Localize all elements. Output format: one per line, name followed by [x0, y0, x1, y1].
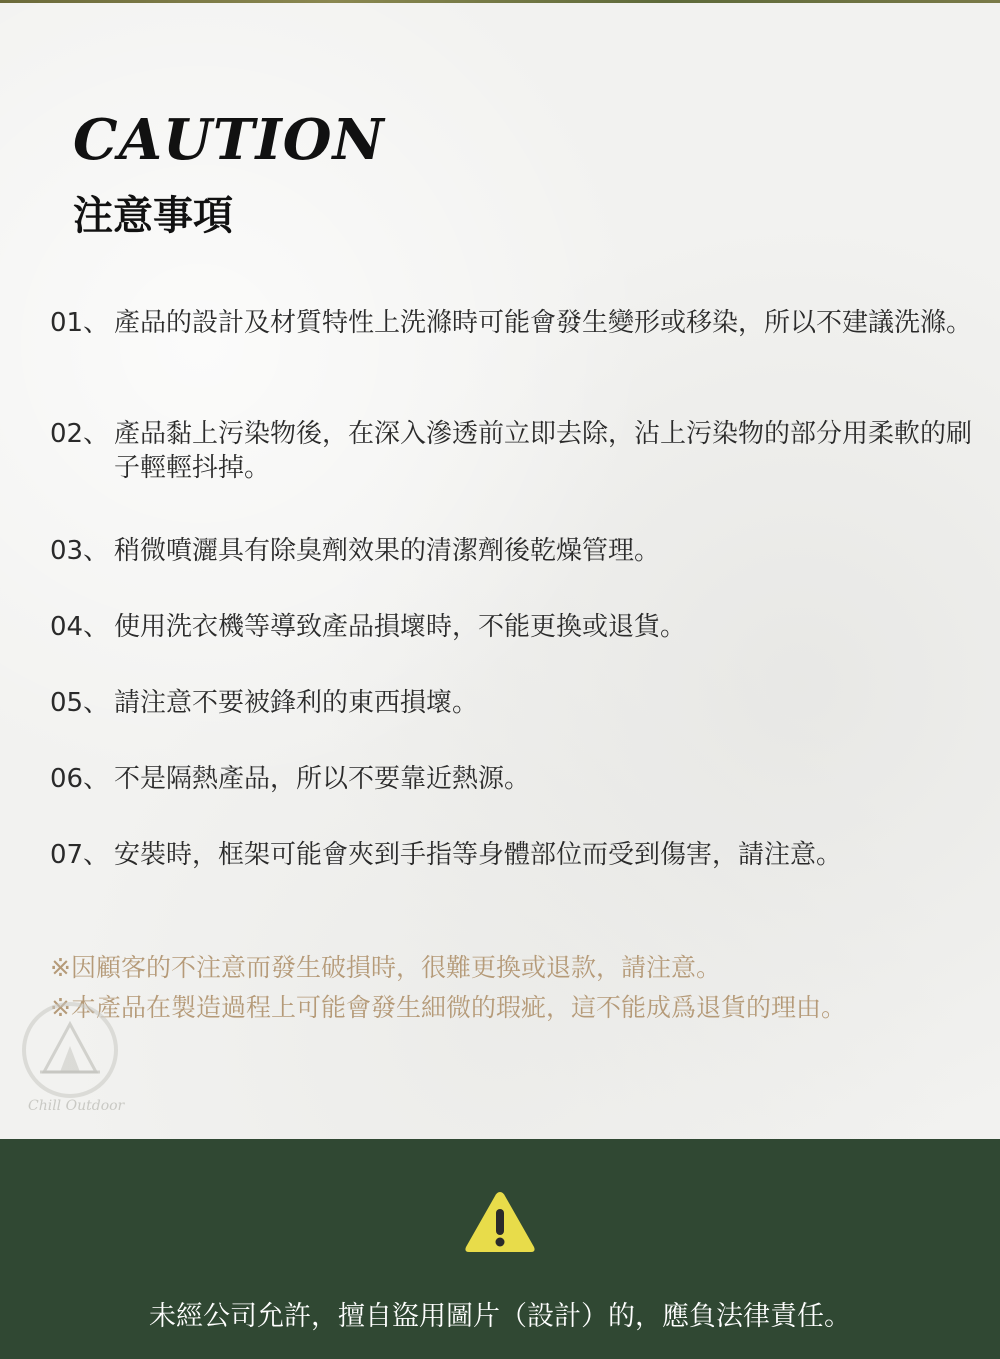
item-text: 產品的設計及材質特性上洗滌時可能會發生變形或移染，所以不建議洗滌。 — [114, 308, 973, 338]
copyright-footer — [0, 1139, 1000, 1359]
item-number: 06、 — [50, 764, 110, 794]
logo-text: Chill Outdoor — [28, 1098, 125, 1114]
caution-item-05 — [50, 686, 980, 720]
item-text: 使用洗衣機等導致產品損壞時，不能更換或退貨。 — [114, 612, 687, 642]
tent-logo-icon — [22, 1002, 118, 1098]
caution-item-04 — [50, 610, 980, 644]
disclaimer-note-2: ※本產品在製造過程上可能會發生細微的瑕疵，這不能成爲退貨的理由。 — [50, 993, 846, 1022]
item-text: 請注意不要被鋒利的東西損壞。 — [114, 688, 479, 718]
caution-item-06 — [50, 762, 980, 796]
caution-item-03 — [50, 534, 980, 568]
caution-item-02 — [50, 417, 980, 485]
caution-item-01 — [50, 306, 980, 340]
item-number: 04、 — [50, 612, 110, 642]
item-text: 產品黏上污染物後，在深入滲透前立即去除，沾上污染物的部分用柔軟的刷子輕輕抖掉。 — [114, 419, 973, 483]
warning-icon — [463, 1189, 537, 1255]
item-number: 01、 — [50, 308, 110, 338]
item-number: 05、 — [50, 688, 110, 718]
item-number: 07、 — [50, 840, 110, 870]
item-text: 安裝時，框架可能會夾到手指等身體部位而受到傷害，請注意。 — [114, 840, 843, 870]
item-number: 03、 — [50, 536, 110, 566]
caution-title: CAUTION — [73, 107, 385, 173]
item-text: 不是隔熱產品，所以不要靠近熱源。 — [114, 764, 531, 794]
item-number: 02、 — [50, 419, 110, 449]
disclaimer-note-1: ※因顧客的不注意而發生破損時，很難更換或退款，請注意。 — [50, 953, 721, 982]
item-text: 稍微噴灑具有除臭劑效果的清潔劑後乾燥管理。 — [114, 536, 661, 566]
copyright-notice: 未經公司允許，擅自盜用圖片（設計）的，應負法律責任。 — [149, 1301, 851, 1332]
caution-item-07 — [50, 838, 980, 872]
caution-subtitle: 注意事項 — [73, 193, 233, 239]
